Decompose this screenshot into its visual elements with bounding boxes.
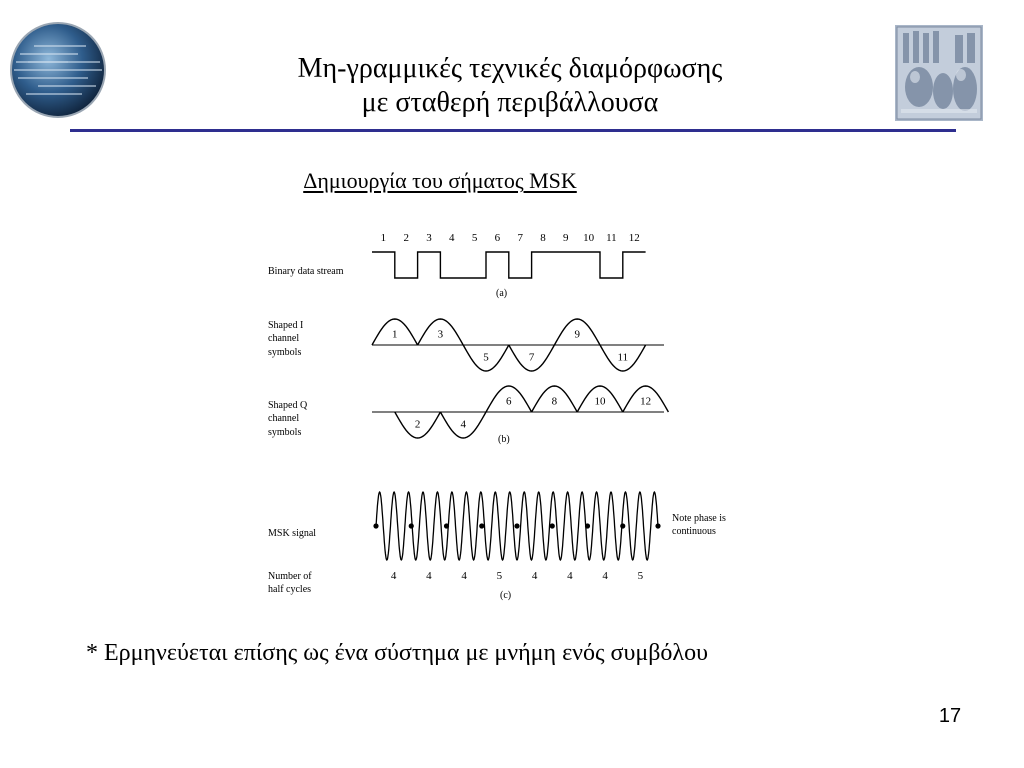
msk-label: MSK signal: [268, 528, 317, 539]
i-channel-symbol-label: 3: [437, 328, 444, 341]
title-divider: [70, 129, 956, 132]
phase-dot: [444, 523, 449, 528]
bit-number: 11: [606, 232, 617, 244]
phase-dot: [514, 523, 519, 528]
half-cycle-count: 4: [531, 570, 538, 582]
binary-label: Binary data stream: [268, 266, 344, 277]
relief-sculpture-image: [895, 25, 983, 121]
q-label-line-3: symbols: [268, 427, 302, 438]
half-cycle-count: 4: [461, 570, 467, 582]
i-label-line-2: channel: [268, 333, 300, 344]
figure-subtitle: Δημιουργία του σήματος MSK: [303, 168, 577, 193]
bit-number: 4: [449, 232, 455, 244]
bit-number: 3: [426, 232, 432, 244]
label-b: (b): [498, 434, 510, 445]
q-label-line-1: Shaped Q: [268, 400, 308, 411]
i-channel-symbol-label: 9: [574, 328, 580, 341]
label-c: (c): [500, 590, 512, 601]
i-label-line-1: Shaped I: [268, 320, 304, 331]
q-channel-symbol-label: 4: [460, 418, 466, 431]
footnote: * Ερμηνεύεται επίσης ως ένα σύστημα με μνήμη ενός συμβόλου: [86, 640, 708, 666]
half-cycle-count: 4: [602, 570, 608, 582]
bit-number: 8: [540, 232, 546, 244]
i-channel-symbol-label: 1: [392, 328, 398, 341]
half-cycle-count: 5: [637, 570, 644, 582]
half-cycle-count: 4: [567, 570, 573, 582]
bit-number: 5: [471, 232, 478, 244]
bit-number: 2: [403, 232, 409, 244]
phase-note-line-2: continuous: [672, 526, 716, 537]
i-label-line-3: symbols: [268, 347, 302, 358]
q-channel-symbol-label: 2: [414, 418, 421, 431]
bit-number: 10: [583, 232, 595, 244]
globe-logo-icon: [8, 20, 108, 120]
q-channel-symbol-label: 6: [506, 395, 512, 408]
half-cycle-count: 5: [496, 570, 503, 582]
phase-dot: [655, 523, 660, 528]
q-label-line-2: channel: [268, 413, 300, 424]
i-channel-symbol-label: 7: [528, 351, 535, 364]
half-cycles-label-line-2: half cycles: [268, 584, 312, 595]
msk-generation-figure: [262, 222, 762, 612]
phase-dot: [479, 523, 484, 528]
i-channel-symbol-label: 11: [617, 351, 629, 364]
phase-note-line-1: Note phase is: [672, 513, 726, 524]
bit-number: 6: [494, 232, 501, 244]
label-a: (a): [496, 288, 508, 299]
phase-dot: [620, 523, 625, 528]
title-line-2: με σταθερή περιβάλλουσα: [361, 87, 659, 118]
bit-number: 1: [380, 232, 387, 244]
q-channel-symbol-label: 10: [594, 395, 606, 408]
binary-data-stream: [372, 252, 646, 278]
phase-dot: [585, 523, 590, 528]
slide-title: [180, 52, 840, 120]
phase-dot: [550, 523, 555, 528]
q-channel-symbol-label: 8: [551, 395, 558, 408]
page-number: 17: [938, 705, 962, 727]
title-line-1: Μη-γραμμικές τεχνικές διαμόρφωσης: [297, 53, 723, 84]
phase-dot: [409, 523, 414, 528]
half-cycle-count: 4: [390, 570, 397, 582]
bit-number: 7: [517, 232, 523, 244]
i-channel-symbol-label: 5: [483, 351, 489, 364]
half-cycles-label-line-1: Number of: [268, 571, 312, 582]
bit-number: 9: [563, 232, 569, 244]
bit-number: 12: [628, 232, 640, 244]
phase-dot: [373, 523, 378, 528]
half-cycle-count: 4: [426, 570, 432, 582]
q-channel-symbol-label: 12: [640, 395, 652, 408]
